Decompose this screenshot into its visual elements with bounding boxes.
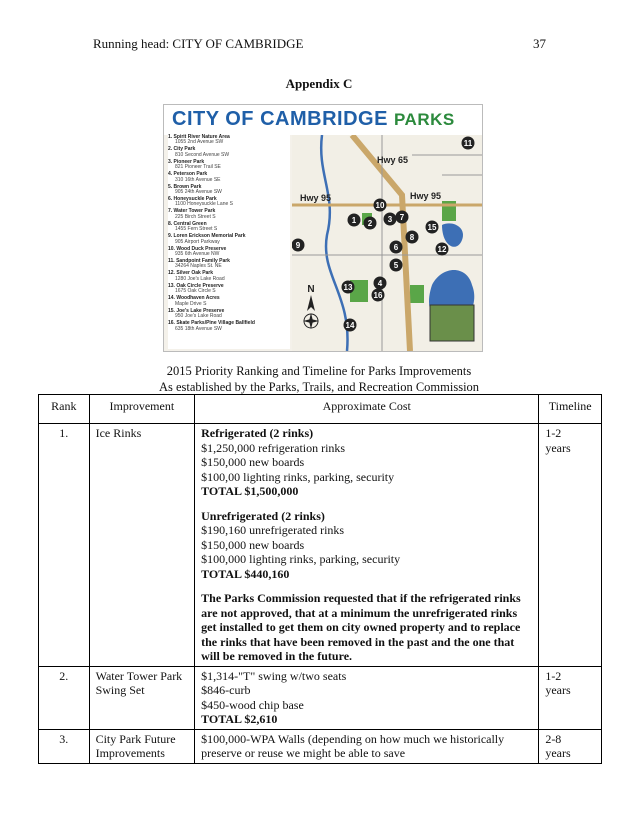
legend-item	[168, 296, 290, 307]
svg-text:14: 14	[345, 321, 355, 330]
row-cost	[195, 424, 539, 667]
legend-item	[168, 172, 290, 183]
park-marker	[374, 199, 387, 212]
svg-text:N: N	[307, 284, 315, 295]
cost-line: $150,000 new boards	[201, 455, 305, 469]
table-caption-line1: 2015 Priority Ranking and Timeline for Parks Improvements	[166, 364, 472, 378]
legend-item	[168, 222, 290, 233]
map-header	[164, 105, 482, 135]
timeline-range: 1-2	[545, 668, 562, 683]
commission-note: The Parks Commission requested that if the refrigerated rinks are not approved, that at a minimum the unrefrigerated rinks get installed to get them on city owned property and to replace the rinks that have been removed in the past and the one that will be removed in the future.	[201, 591, 521, 663]
svg-text:7: 7	[399, 213, 405, 222]
legend-park-address: 1675 Oak Circle S	[175, 288, 216, 295]
park-marker	[384, 213, 397, 226]
svg-text:8: 8	[409, 233, 415, 242]
row-improvement: Ice Rinks	[89, 424, 195, 667]
legend-park-address: 905 24th Avenue SW	[175, 189, 222, 196]
svg-text:12: 12	[437, 245, 447, 254]
legend-park-address: 1055 2nd Avenue SW	[175, 139, 224, 146]
legend-park-name: 13. Oak Circle Preserve	[168, 282, 224, 289]
header-cost: Approximate Cost	[195, 395, 539, 424]
timeline-range: 2-8	[545, 731, 562, 746]
cost-line: $150,000 new boards	[201, 537, 305, 552]
svg-text:1: 1	[351, 216, 357, 225]
improvement-line: Water Tower Park	[95, 668, 183, 683]
row-improvement: City Park Future Improvements	[89, 729, 195, 763]
legend-item	[168, 209, 290, 220]
park-marker	[364, 217, 377, 230]
cost-line: $1,314-"T" swing w/two seats	[201, 668, 347, 683]
parks-map	[163, 104, 483, 352]
svg-text:3: 3	[387, 215, 393, 224]
legend-item	[168, 147, 290, 158]
cost-total: TOTAL $440,160	[201, 566, 290, 581]
legend-park-address: 225 Birch Street S	[175, 213, 216, 220]
row-timeline	[539, 729, 602, 763]
legend-item	[168, 284, 290, 295]
legend-park-address: 1100 Honeysuckle Lane S	[175, 201, 234, 208]
row-timeline	[539, 424, 602, 667]
legend-item	[168, 321, 290, 332]
cost-line: $190,160 unrefrigerated rinks	[201, 523, 345, 537]
table-row	[39, 424, 602, 667]
table-header-row	[39, 395, 602, 424]
svg-text:9: 9	[295, 241, 301, 250]
cost-line: Unrefrigerated (2 rinks)	[201, 508, 325, 523]
row-cost	[195, 666, 539, 729]
legend-item	[168, 135, 290, 146]
legend-item	[168, 160, 290, 171]
hwy-label: Hwy 65	[377, 155, 409, 165]
legend-item	[168, 234, 290, 245]
row-improvement	[89, 666, 195, 729]
legend-park-name: 6. Honeysuckle Park	[168, 196, 217, 203]
legend-park-name: 9. Loren Erickson Memorial Park	[168, 233, 246, 240]
map-title	[172, 108, 455, 131]
park-marker	[292, 239, 305, 252]
park-marker	[396, 211, 409, 224]
park-marker	[344, 319, 357, 332]
inset-photo	[430, 305, 474, 341]
cost-line: $100,000 lighting rinks, parking, security	[201, 552, 401, 566]
svg-text:16: 16	[373, 291, 383, 300]
park-marker	[406, 231, 419, 244]
svg-text:15: 15	[427, 223, 437, 232]
legend-item	[168, 259, 290, 270]
row-cost: $100,000-WPA Walls (depending on how much we historically preserve or reuse we might be able to save	[195, 729, 539, 763]
legend-park-name: 15. Joe's Lake Preserve	[168, 307, 225, 314]
timeline-unit: years	[545, 746, 571, 760]
park-marker	[462, 137, 475, 150]
timeline-unit: years	[545, 683, 571, 697]
hwy-label: Hwy 95	[410, 191, 442, 201]
legend-park-name: 3. Pioneer Park	[168, 158, 205, 165]
legend-park-address: 950 Joe's Lake Road	[175, 313, 222, 320]
svg-text:5: 5	[393, 261, 399, 270]
park-marker	[348, 214, 361, 227]
legend-park-address: 1455 Fern Street S	[175, 226, 218, 233]
legend-park-name: 8. Central Green	[168, 220, 207, 227]
legend-item	[168, 185, 290, 196]
map-title-accent: PARKS	[393, 110, 455, 129]
legend-park-name: 4. Peterson Park	[168, 171, 208, 178]
legend-park-name: 11. Sandpoint Family Park	[168, 258, 230, 265]
park-marker	[342, 281, 355, 294]
legend-park-address: 821 Pioneer Trail SE	[175, 164, 221, 171]
park-marker	[372, 289, 385, 302]
cost-total: TOTAL $2,610	[201, 712, 278, 726]
header-rank: Rank	[39, 395, 90, 424]
map-title-main: CITY OF CAMBRIDGE	[172, 108, 388, 130]
legend-park-address: 935 6th Avenue NW	[175, 251, 220, 258]
legend-item	[168, 309, 290, 320]
legend-item	[168, 197, 290, 208]
cost-line: $1,250,000 refrigeration rinks	[201, 440, 346, 455]
header-timeline: Timeline	[539, 395, 602, 424]
legend-park-name: 1. Spirit River Nature Area	[168, 134, 230, 140]
row-rank: 2.	[39, 666, 90, 729]
svg-text:6: 6	[393, 243, 399, 252]
timeline-range: 1-2	[545, 426, 562, 440]
table-row	[39, 666, 602, 729]
svg-text:4: 4	[377, 279, 383, 288]
cost-line: $450-wood chip base	[201, 697, 304, 712]
header-improvement: Improvement	[89, 395, 195, 424]
legend-park-address: 310 16th Avenue SE	[175, 176, 221, 183]
row-rank: 1.	[39, 424, 90, 667]
improvement-line: Swing Set	[95, 683, 145, 697]
legend-item	[168, 247, 290, 258]
legend-park-name: 16. Skate Parks/Pine Village Ballfield	[168, 320, 255, 327]
priority-table	[38, 394, 602, 764]
appendix-title: Appendix C	[285, 76, 353, 91]
legend-park-name: 14. Woodhaven Acres	[168, 295, 220, 302]
legend-park-address: 635 18th Avenue SW	[175, 325, 222, 332]
row-timeline	[539, 666, 602, 729]
legend-park-address: 34264 Naples St. NE	[175, 263, 222, 270]
cost-line: Refrigerated (2 rinks)	[201, 426, 314, 440]
legend-park-name: 5. Brown Park	[168, 183, 202, 190]
cost-line: $846-curb	[201, 683, 251, 697]
park-marker	[390, 241, 403, 254]
timeline-unit: years	[545, 440, 571, 455]
park-marker	[436, 243, 449, 256]
park-marker	[374, 277, 387, 290]
cost-line: $100,00 lighting rinks, parking, security	[201, 469, 395, 484]
hwy-label: Hwy 95	[300, 193, 332, 203]
legend-park-name: 10. Wood Duck Preserve	[168, 245, 227, 252]
svg-text:11: 11	[463, 139, 473, 148]
legend-park-name: 7. Water Tower Park	[168, 208, 216, 215]
map-legend	[168, 135, 290, 349]
legend-park-address: Maple Drive S	[175, 300, 207, 307]
legend-park-name: 2. City Park	[168, 146, 196, 153]
legend-park-name: 12. Silver Oak Park	[168, 270, 214, 277]
svg-text:10: 10	[375, 201, 385, 210]
cost-total: TOTAL $1,500,000	[201, 484, 299, 498]
map-graphic	[292, 135, 482, 351]
legend-park-address: 1280 Joe's Lake Road	[175, 275, 225, 282]
row-rank: 3.	[39, 729, 90, 763]
legend-park-address: 810 Second Avenue SW	[175, 151, 230, 158]
legend-park-address: 905 Airport Parkway	[175, 238, 220, 245]
park-marker	[390, 259, 403, 272]
svg-text:13: 13	[343, 283, 353, 292]
running-head: Running head: CITY OF CAMBRIDGE	[93, 36, 304, 51]
table-caption-line2: As established by the Parks, Trails, and Recreation Commission	[158, 380, 480, 394]
page-number: 37	[533, 36, 546, 51]
table-row	[39, 729, 602, 763]
svg-text:2: 2	[367, 219, 373, 228]
legend-item	[168, 271, 290, 282]
park-marker	[426, 221, 439, 234]
